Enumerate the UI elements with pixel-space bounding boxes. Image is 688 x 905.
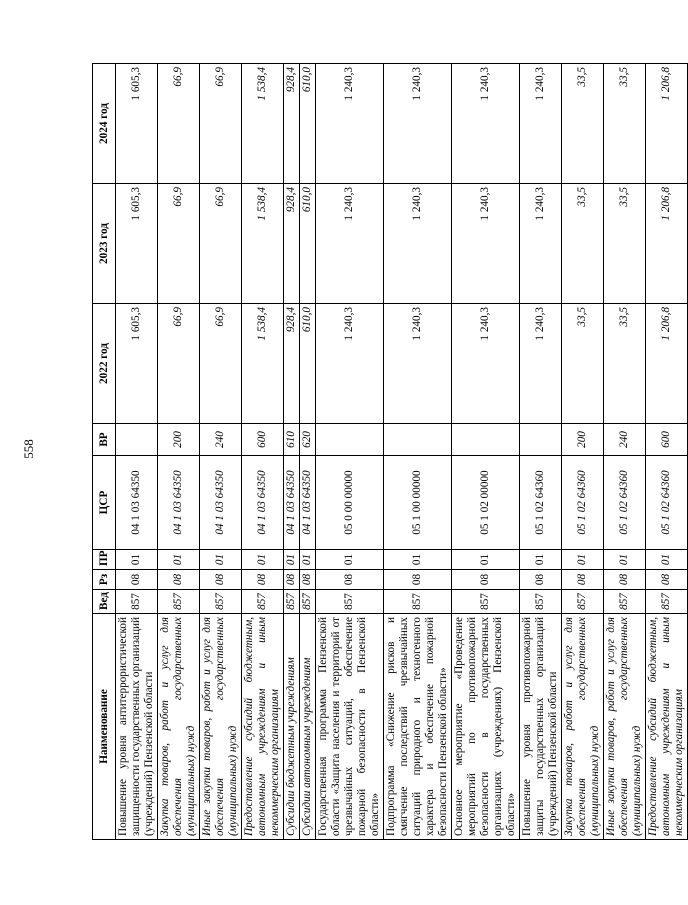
cell-rz: 08 <box>646 570 688 590</box>
header-2022: 2022 год <box>93 304 116 424</box>
cell-y2022: 1 240,3 <box>520 304 562 424</box>
cell-name: Иные закупки товаров, работ и услуг для обеспечения государственных (муниципальных) нужд <box>200 614 242 840</box>
cell-name: Основное мероприятие «Проведение мероприятий по противопожарной безопасности в государственных организациях (учреждениях) Пензенской области» <box>452 614 520 840</box>
cell-rz: 08 <box>562 570 604 590</box>
table-body <box>116 64 688 840</box>
cell-name: Повышение уровня антитеррористической защищенности государственных организаций (учреждений) Пензенской области <box>116 614 158 840</box>
table-row <box>242 64 284 840</box>
header-vr: ВР <box>93 424 116 456</box>
cell-ved: 857 <box>242 590 284 614</box>
cell-vr <box>384 424 452 456</box>
cell-y2023: 610,0 <box>300 184 316 304</box>
cell-vr <box>316 424 384 456</box>
cell-y2023: 1 240,3 <box>316 184 384 304</box>
cell-y2024: 1 538,4 <box>242 64 284 184</box>
cell-rz: 08 <box>158 570 200 590</box>
cell-rz: 08 <box>116 570 158 590</box>
cell-y2023: 1 240,3 <box>452 184 520 304</box>
cell-ved: 857 <box>452 590 520 614</box>
cell-y2023: 1 240,3 <box>520 184 562 304</box>
table-row <box>316 64 384 840</box>
table-header-row <box>93 64 116 840</box>
cell-name: Закупка товаров, работ и услуг для обеспечения государственных (муниципальных) нужд <box>158 614 200 840</box>
header-2023: 2023 год <box>93 184 116 304</box>
header-ved: Вед <box>93 590 116 614</box>
cell-pr: 01 <box>158 550 200 570</box>
cell-y2024: 66,9 <box>200 64 242 184</box>
cell-ved: 857 <box>604 590 646 614</box>
cell-y2023: 1 240,3 <box>384 184 452 304</box>
cell-name: Подпрограмма «Снижение рисков и смягчение последствий чрезвычайных ситуаций природного и техногенного характера и обеспечение пожарной безопасности Пензенской области» <box>384 614 452 840</box>
cell-pr: 01 <box>646 550 688 570</box>
cell-ved: 857 <box>116 590 158 614</box>
cell-pr: 01 <box>604 550 646 570</box>
cell-vr: 600 <box>646 424 688 456</box>
cell-csr: 04 1 03 64350 <box>300 456 316 550</box>
header-rz: Рз <box>93 570 116 590</box>
table-row <box>604 64 646 840</box>
cell-y2024: 1 240,3 <box>520 64 562 184</box>
cell-csr: 05 1 02 64360 <box>520 456 562 550</box>
cell-y2022: 66,9 <box>200 304 242 424</box>
cell-csr: 04 1 03 64350 <box>284 456 300 550</box>
rotated-table-sheet <box>92 64 685 840</box>
cell-y2023: 33,5 <box>604 184 646 304</box>
cell-rz: 08 <box>384 570 452 590</box>
cell-vr <box>116 424 158 456</box>
cell-y2022: 1 538,4 <box>242 304 284 424</box>
table-row <box>300 64 316 840</box>
cell-y2024: 33,5 <box>562 64 604 184</box>
cell-pr: 01 <box>242 550 284 570</box>
header-2024: 2024 год <box>93 64 116 184</box>
cell-y2022: 1 605,3 <box>116 304 158 424</box>
table-row <box>158 64 200 840</box>
cell-pr: 01 <box>300 550 316 570</box>
cell-ved: 857 <box>200 590 242 614</box>
cell-y2022: 610,0 <box>300 304 316 424</box>
cell-y2022: 33,5 <box>604 304 646 424</box>
cell-vr <box>520 424 562 456</box>
cell-csr: 04 1 03 64350 <box>200 456 242 550</box>
table-row <box>284 64 300 840</box>
cell-y2024: 1 240,3 <box>316 64 384 184</box>
cell-ved: 857 <box>646 590 688 614</box>
table-row <box>452 64 520 840</box>
cell-csr: 04 1 03 64350 <box>242 456 284 550</box>
cell-y2023: 1 206,8 <box>646 184 688 304</box>
cell-y2022: 66,9 <box>158 304 200 424</box>
header-csr: ЦСР <box>93 456 116 550</box>
cell-y2024: 1 206,8 <box>646 64 688 184</box>
cell-ved: 857 <box>158 590 200 614</box>
cell-csr: 05 1 02 00000 <box>452 456 520 550</box>
table-row <box>116 64 158 840</box>
cell-csr: 05 1 02 64360 <box>604 456 646 550</box>
cell-vr: 200 <box>562 424 604 456</box>
cell-ved: 857 <box>384 590 452 614</box>
cell-name: Предоставление субсидий бюджетным, автономным учреждениям и иным некоммерческим организациям <box>646 614 688 840</box>
cell-vr: 620 <box>300 424 316 456</box>
cell-ved: 857 <box>300 590 316 614</box>
cell-y2024: 66,9 <box>158 64 200 184</box>
header-name: Наименование <box>93 614 116 840</box>
page-number: 558 <box>21 439 36 459</box>
cell-pr: 01 <box>452 550 520 570</box>
cell-csr: 05 0 00 00000 <box>316 456 384 550</box>
cell-y2023: 66,9 <box>200 184 242 304</box>
cell-name: Субсидии автономным учреждениям <box>300 614 316 840</box>
cell-rz: 08 <box>520 570 562 590</box>
cell-y2024: 928,4 <box>284 64 300 184</box>
cell-name: Государственная программа Пензенской области «Защита населения и территорий от чрезвычайных ситуаций, обеспечение пожарной безопасности в Пензенской области» <box>316 614 384 840</box>
cell-vr: 610 <box>284 424 300 456</box>
table-row <box>200 64 242 840</box>
cell-pr: 01 <box>384 550 452 570</box>
cell-y2024: 1 240,3 <box>452 64 520 184</box>
cell-pr: 01 <box>562 550 604 570</box>
cell-pr: 01 <box>284 550 300 570</box>
cell-vr: 240 <box>604 424 646 456</box>
cell-csr: 05 1 02 64360 <box>562 456 604 550</box>
table-row <box>520 64 562 840</box>
cell-y2023: 928,4 <box>284 184 300 304</box>
cell-csr: 04 1 03 64350 <box>116 456 158 550</box>
cell-y2023: 1 605,3 <box>116 184 158 304</box>
cell-y2022: 1 240,3 <box>452 304 520 424</box>
cell-ved: 857 <box>520 590 562 614</box>
cell-y2024: 1 605,3 <box>116 64 158 184</box>
cell-rz: 08 <box>300 570 316 590</box>
cell-csr: 05 1 00 00000 <box>384 456 452 550</box>
cell-y2022: 928,4 <box>284 304 300 424</box>
cell-y2023: 33,5 <box>562 184 604 304</box>
cell-rz: 08 <box>452 570 520 590</box>
cell-y2024: 610,0 <box>300 64 316 184</box>
cell-ved: 857 <box>316 590 384 614</box>
cell-pr: 01 <box>200 550 242 570</box>
cell-pr: 01 <box>520 550 562 570</box>
cell-csr: 04 1 03 64350 <box>158 456 200 550</box>
cell-csr: 05 1 02 64360 <box>646 456 688 550</box>
header-pr: ПР <box>93 550 116 570</box>
cell-ved: 857 <box>284 590 300 614</box>
cell-name: Предоставление субсидий бюджетным, автономным учреждениям и иным некоммерческим организациям <box>242 614 284 840</box>
cell-y2022: 1 240,3 <box>316 304 384 424</box>
cell-ved: 857 <box>562 590 604 614</box>
cell-rz: 08 <box>604 570 646 590</box>
cell-y2022: 1 206,8 <box>646 304 688 424</box>
cell-rz: 08 <box>242 570 284 590</box>
cell-pr: 01 <box>316 550 384 570</box>
cell-y2023: 66,9 <box>158 184 200 304</box>
cell-name: Закупка товаров, работ и услуг для обеспечения государственных (муниципальных) нужд <box>562 614 604 840</box>
cell-y2022: 33,5 <box>562 304 604 424</box>
cell-pr: 01 <box>116 550 158 570</box>
cell-vr: 240 <box>200 424 242 456</box>
table-row <box>562 64 604 840</box>
cell-vr: 600 <box>242 424 284 456</box>
cell-y2022: 1 240,3 <box>384 304 452 424</box>
cell-rz: 08 <box>316 570 384 590</box>
cell-vr: 200 <box>158 424 200 456</box>
cell-name: Субсидии бюджетным учреждениям <box>284 614 300 840</box>
cell-name: Иные закупки товаров, работ и услуг для обеспечения государственных (муниципальных) нужд <box>604 614 646 840</box>
cell-rz: 08 <box>284 570 300 590</box>
table-row <box>646 64 688 840</box>
cell-name: Повышение уровня противопожарной защиты государственных организаций (учреждений) Пензенской области <box>520 614 562 840</box>
cell-y2024: 1 240,3 <box>384 64 452 184</box>
cell-y2024: 33,5 <box>604 64 646 184</box>
rotated-table-frame <box>92 64 685 840</box>
cell-y2023: 1 538,4 <box>242 184 284 304</box>
cell-rz: 08 <box>200 570 242 590</box>
budget-table <box>92 63 688 840</box>
table-row <box>384 64 452 840</box>
cell-vr <box>452 424 520 456</box>
